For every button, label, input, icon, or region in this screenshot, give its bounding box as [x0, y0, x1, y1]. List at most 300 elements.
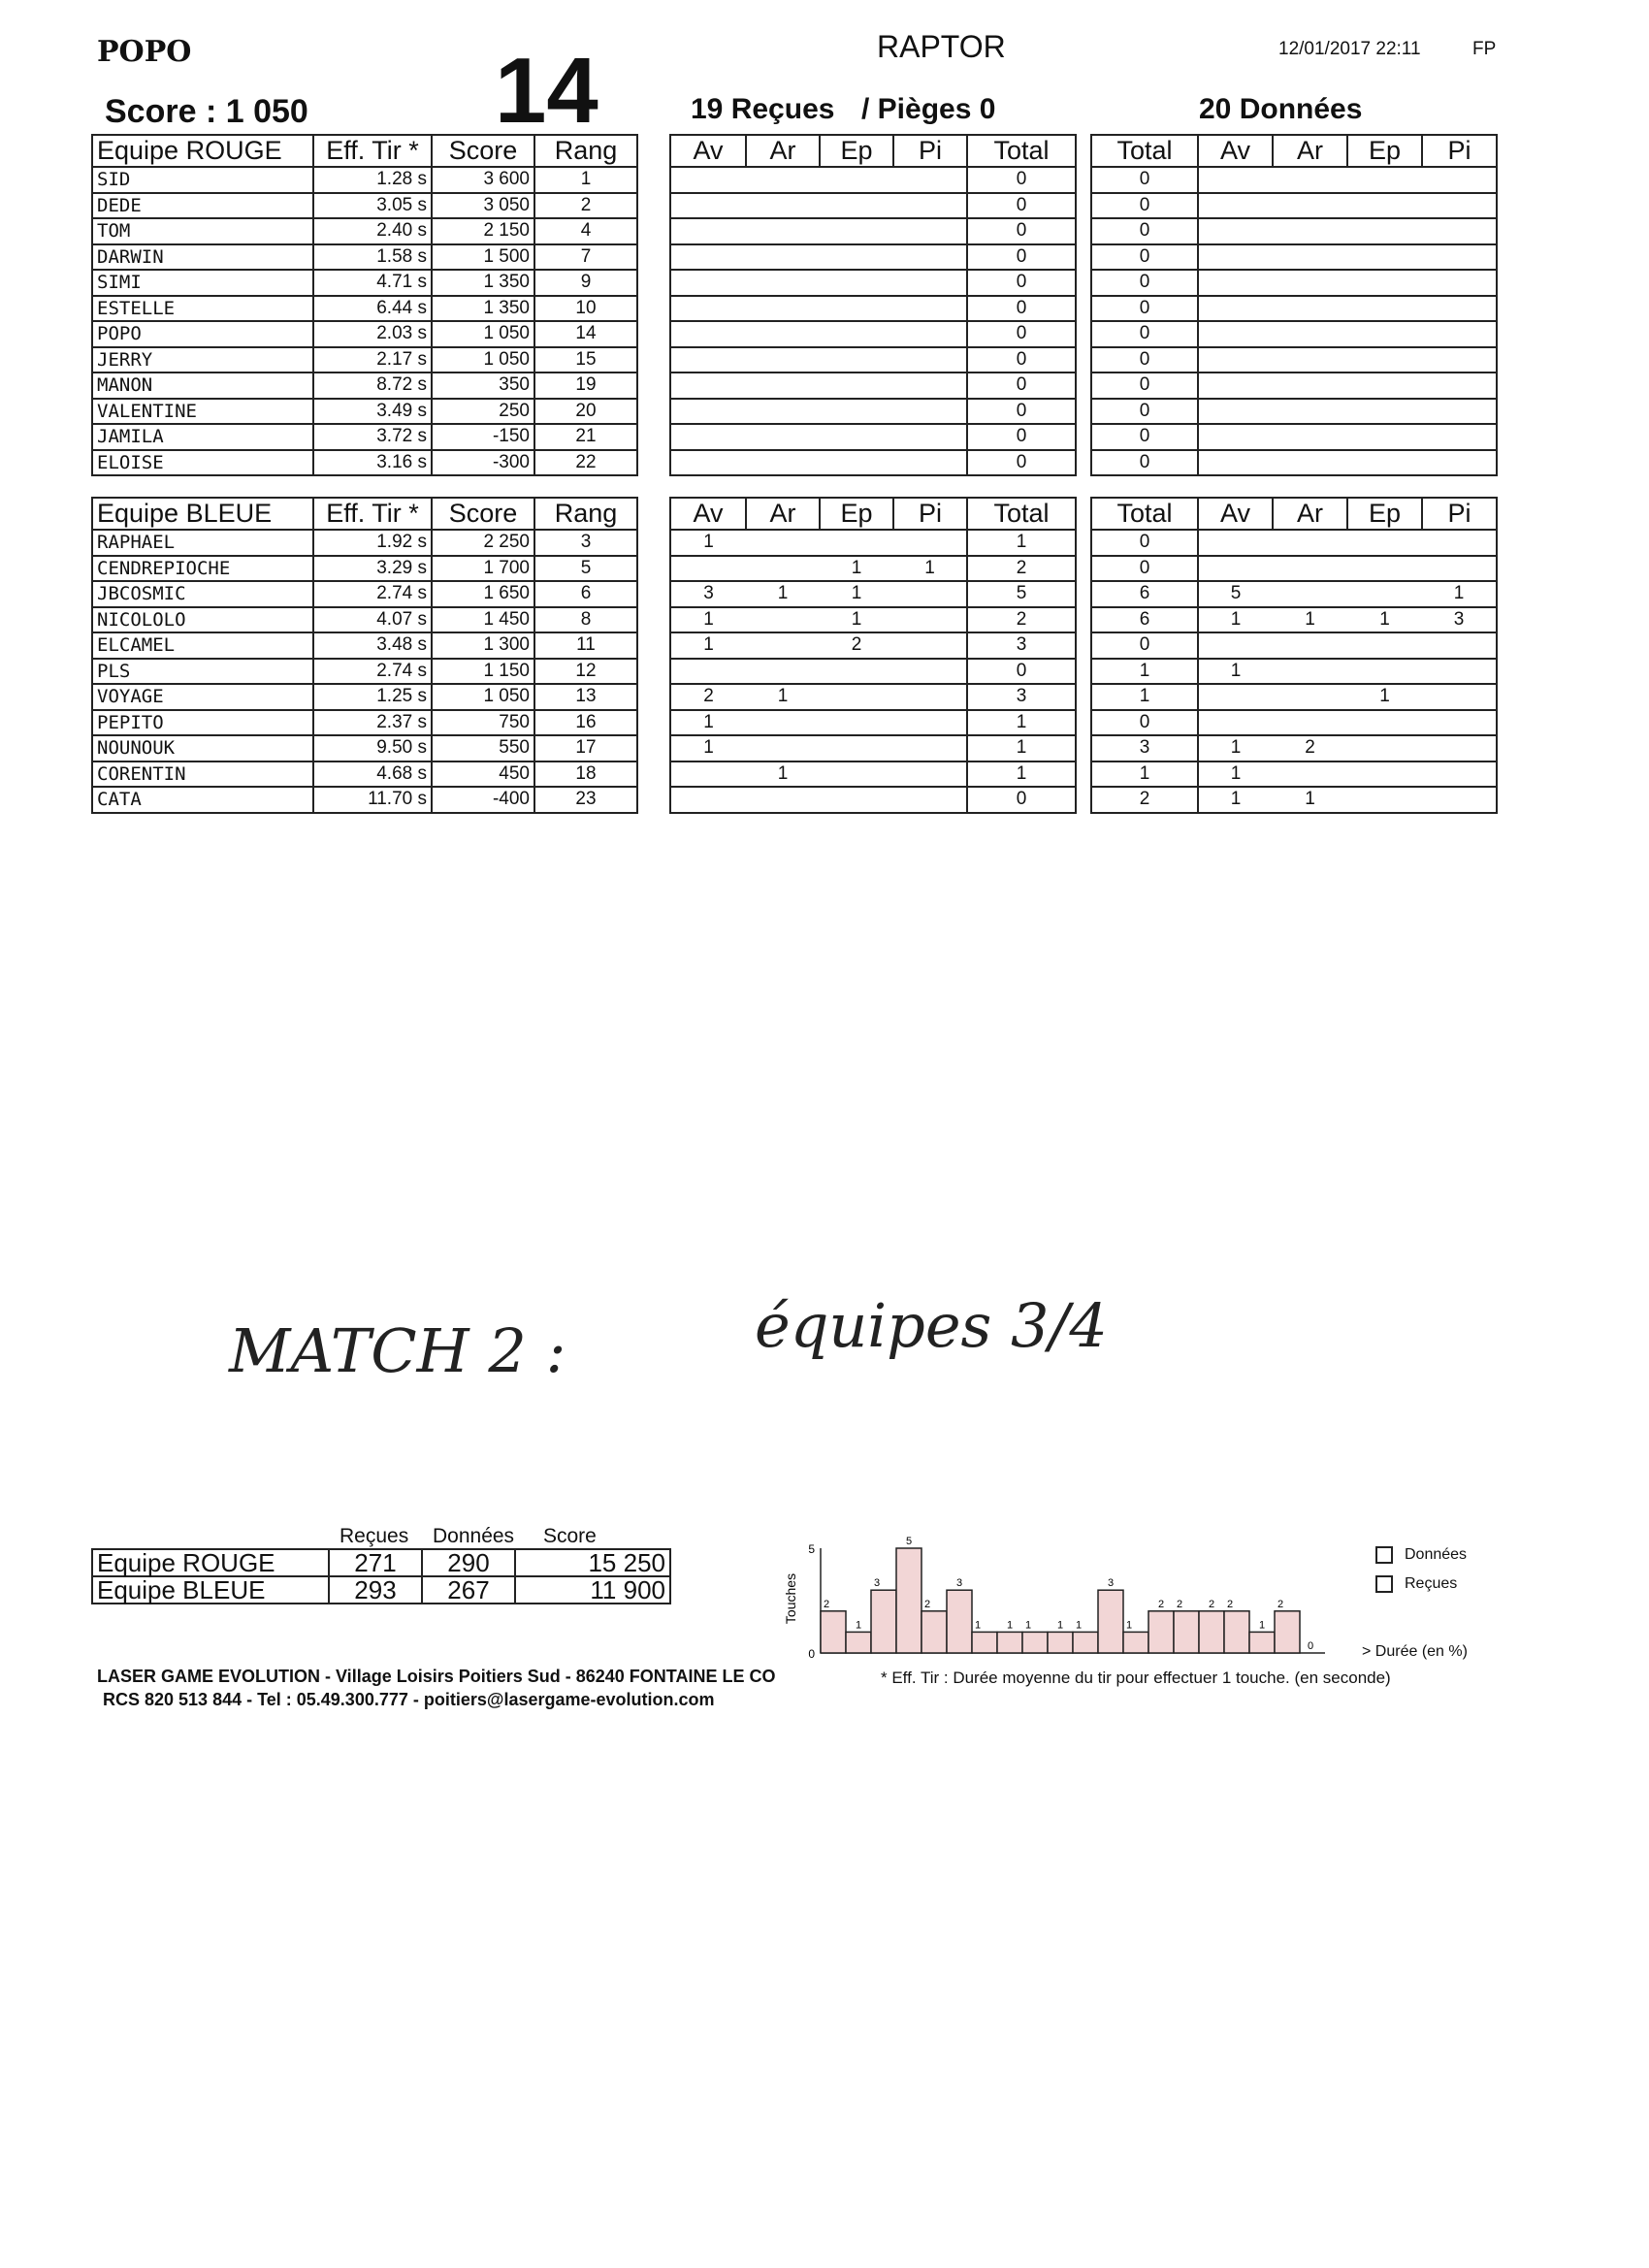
bar-value-label: 0: [1308, 1640, 1314, 1652]
given-ep-cell: [1347, 424, 1422, 450]
player-row: [1091, 270, 1497, 296]
histogram-bar: [1275, 1611, 1300, 1653]
histogram-bar: [1098, 1590, 1123, 1653]
y-tick-label: 5: [808, 1542, 815, 1556]
received-total-cell: 0: [967, 244, 1076, 271]
received-total-cell: 0: [967, 193, 1076, 219]
player-row: [92, 659, 637, 685]
score-cell: -400: [432, 787, 534, 813]
given-ep-cell: [1347, 556, 1422, 582]
given-ep-cell: [1347, 530, 1422, 556]
given-ar-cell: [1273, 347, 1347, 373]
given-ar-cell: [1273, 193, 1347, 219]
given-av-cell: [1198, 530, 1273, 556]
given-ar-cell: 1: [1273, 787, 1347, 813]
given-ar-cell: [1273, 581, 1347, 607]
received-total-cell: 1: [967, 710, 1076, 736]
received-av-cell: [670, 450, 746, 476]
bar-value-label: 1: [974, 1619, 982, 1632]
received-total-cell: 2: [967, 556, 1076, 582]
histogram-bar: [1022, 1632, 1048, 1653]
given-total-cell: 0: [1091, 710, 1198, 736]
bar-value-label: 2: [923, 1598, 931, 1610]
received-av-cell: 1: [670, 735, 746, 761]
bar-value-label: 2: [823, 1598, 830, 1610]
given-total-cell: 0: [1091, 347, 1198, 373]
summary-recues: 271: [329, 1549, 422, 1576]
received-av-cell: [670, 556, 746, 582]
received-av-cell: [670, 296, 746, 322]
blue-team-table: [91, 497, 638, 814]
ep-header: Ep: [1347, 135, 1422, 167]
player-row: [670, 321, 1076, 347]
bar-value-label: 1: [855, 1619, 862, 1632]
received-total-cell: 0: [967, 450, 1076, 476]
given-av-cell: [1198, 321, 1273, 347]
summary-donnees: 290: [422, 1549, 515, 1576]
received-pi-cell: [893, 787, 967, 813]
pi-header: Pi: [893, 135, 967, 167]
score-cell: 550: [432, 735, 534, 761]
player-row: [670, 450, 1076, 476]
player-row: [670, 684, 1076, 710]
blue-given-table: [1090, 497, 1498, 814]
player-row: [1091, 632, 1497, 659]
given-pi-cell: 1: [1422, 581, 1497, 607]
rang-header: Rang: [534, 135, 637, 167]
total-header: Total: [1091, 135, 1198, 167]
player-row: [1091, 735, 1497, 761]
given-av-cell: [1198, 556, 1273, 582]
bar-value-label: 1: [1056, 1619, 1064, 1632]
given-pi-cell: [1422, 321, 1497, 347]
score-cell: 1 450: [432, 607, 534, 633]
eff-cell: 3.48 s: [313, 632, 432, 659]
player-row: [1091, 296, 1497, 322]
eff-cell: 2.03 s: [313, 321, 432, 347]
received-ep-cell: [820, 296, 893, 322]
player-row: [670, 632, 1076, 659]
received-total-cell: 1: [967, 735, 1076, 761]
player-row: [1091, 607, 1497, 633]
eff-cell: 11.70 s: [313, 787, 432, 813]
given-total-cell: 0: [1091, 424, 1198, 450]
given-av-cell: 1: [1198, 761, 1273, 788]
given-ar-cell: [1273, 399, 1347, 425]
rang-cell: 11: [534, 632, 637, 659]
player-row: [670, 373, 1076, 399]
score-cell: 2 250: [432, 530, 534, 556]
histogram-bar: [896, 1548, 922, 1653]
bar-value-label: 1: [1125, 1619, 1133, 1632]
rang-header: Rang: [534, 498, 637, 530]
histogram-bar: [1073, 1632, 1098, 1653]
given-pi-cell: [1422, 244, 1497, 271]
eff-cell: 3.05 s: [313, 193, 432, 219]
player-row: [670, 581, 1076, 607]
score-cell: 1 500: [432, 244, 534, 271]
received-av-cell: 1: [670, 710, 746, 736]
received-pi-cell: [893, 710, 967, 736]
given-ep-cell: [1347, 244, 1422, 271]
ep-header: Ep: [820, 135, 893, 167]
received-av-cell: [670, 373, 746, 399]
player-name-cell: POPO: [92, 321, 313, 347]
received-av-cell: [670, 761, 746, 788]
histogram-bar: [1148, 1611, 1174, 1653]
eff-cell: 1.58 s: [313, 244, 432, 271]
player-row: [92, 581, 637, 607]
received-total-cell: 5: [967, 581, 1076, 607]
received-ar-cell: 1: [746, 761, 820, 788]
given-total-cell: 0: [1091, 321, 1198, 347]
player-row: [670, 167, 1076, 193]
received-pi-cell: [893, 270, 967, 296]
histogram-bar: [1224, 1611, 1249, 1653]
eff-cell: 3.72 s: [313, 424, 432, 450]
histogram-bar: [1199, 1611, 1224, 1653]
player-row: [1091, 710, 1497, 736]
player-row: [670, 347, 1076, 373]
player-name-cell: DEDE: [92, 193, 313, 219]
score-cell: 450: [432, 761, 534, 788]
received-ep-cell: [820, 735, 893, 761]
given-av-cell: [1198, 632, 1273, 659]
given-pi-cell: [1422, 710, 1497, 736]
player-name-cell: VOYAGE: [92, 684, 313, 710]
given-ar-cell: [1273, 373, 1347, 399]
rang-cell: 1: [534, 167, 637, 193]
footer-note: * Eff. Tir : Durée moyenne du tir pour effectuer 1 touche. (en seconde): [881, 1669, 1391, 1687]
total-header: Total: [1091, 498, 1198, 530]
received-ep-cell: 1: [820, 556, 893, 582]
received-ar-cell: [746, 218, 820, 244]
eff-cell: 3.49 s: [313, 399, 432, 425]
received-pi-cell: [893, 607, 967, 633]
rang-cell: 7: [534, 244, 637, 271]
player-row: [670, 296, 1076, 322]
given-total-cell: 0: [1091, 450, 1198, 476]
player-name-cell: SIMI: [92, 270, 313, 296]
player-row: [1091, 787, 1497, 813]
summary-row: [92, 1549, 670, 1576]
player-row: [1091, 321, 1497, 347]
player-name-cell: JERRY: [92, 347, 313, 373]
player-row: [92, 450, 637, 476]
player-name-cell: CORENTIN: [92, 761, 313, 788]
rang-cell: 4: [534, 218, 637, 244]
received-ar-cell: [746, 167, 820, 193]
received-ar-cell: [746, 530, 820, 556]
bar-value-label: 1: [1024, 1619, 1032, 1632]
summary-score: 11 900: [515, 1576, 670, 1604]
given-pi-cell: [1422, 787, 1497, 813]
given-ep-cell: [1347, 399, 1422, 425]
received-ep-cell: [820, 193, 893, 219]
rang-cell: 9: [534, 270, 637, 296]
received-av-cell: [670, 270, 746, 296]
datetime: 12/01/2017 22:11: [1278, 39, 1421, 59]
bar-value-label: 3: [1107, 1577, 1115, 1590]
score-cell: 3 050: [432, 193, 534, 219]
player-name-cell: ELOISE: [92, 450, 313, 476]
received-total-cell: 0: [967, 373, 1076, 399]
received-total-cell: 3: [967, 632, 1076, 659]
player-row: [1091, 244, 1497, 271]
ep-header: Ep: [1347, 498, 1422, 530]
player-row: [1091, 530, 1497, 556]
legend-donnees: [1375, 1546, 1467, 1564]
score-cell: 1 050: [432, 684, 534, 710]
received-ep-cell: [820, 244, 893, 271]
player-row: [92, 710, 637, 736]
eff-cell: 9.50 s: [313, 735, 432, 761]
received-total-cell: 0: [967, 270, 1076, 296]
given-pi-cell: [1422, 167, 1497, 193]
histogram-bar: [972, 1632, 997, 1653]
given-total-cell: 0: [1091, 373, 1198, 399]
received-av-cell: [670, 347, 746, 373]
score-cell: 3 600: [432, 167, 534, 193]
received-total-cell: 0: [967, 787, 1076, 813]
given-ep-cell: [1347, 321, 1422, 347]
bar-value-label: 2: [1277, 1598, 1284, 1610]
received-total-cell: 0: [967, 424, 1076, 450]
player-row: [1091, 399, 1497, 425]
received-pi-cell: [893, 347, 967, 373]
player-row: [92, 347, 637, 373]
given-ar-cell: 2: [1273, 735, 1347, 761]
player-row: [92, 218, 637, 244]
given-pi-cell: 3: [1422, 607, 1497, 633]
player-score: Score : 1 050: [105, 93, 308, 130]
given-total-cell: 6: [1091, 581, 1198, 607]
bar-value-label: 2: [1176, 1598, 1183, 1610]
rang-cell: 14: [534, 321, 637, 347]
received-ep-cell: [820, 399, 893, 425]
eff-cell: 3.29 s: [313, 556, 432, 582]
received-ep-cell: 2: [820, 632, 893, 659]
histogram-bar: [922, 1611, 947, 1653]
arena-name: RAPTOR: [877, 29, 1006, 64]
given-av-cell: [1198, 167, 1273, 193]
given-ar-cell: [1273, 710, 1347, 736]
rang-cell: 21: [534, 424, 637, 450]
given-pi-cell: [1422, 530, 1497, 556]
score-cell: -300: [432, 450, 534, 476]
player-name-cell: JBCOSMIC: [92, 581, 313, 607]
received-total-cell: 0: [967, 321, 1076, 347]
received-ep-cell: [820, 787, 893, 813]
given-pi-cell: [1422, 373, 1497, 399]
received-ep-cell: [820, 270, 893, 296]
rang-cell: 8: [534, 607, 637, 633]
given-pi-cell: [1422, 296, 1497, 322]
score-cell: 250: [432, 399, 534, 425]
handwritten-teams-label: équipes 3/4: [755, 1290, 1108, 1361]
eff-header: Eff. Tir *: [313, 135, 432, 167]
eff-cell: 1.25 s: [313, 684, 432, 710]
score-cell: 1 150: [432, 659, 534, 685]
player-row: [92, 556, 637, 582]
score-cell: 1 350: [432, 270, 534, 296]
received-ep-cell: [820, 347, 893, 373]
received-ar-cell: 1: [746, 581, 820, 607]
score-cell: 2 150: [432, 218, 534, 244]
given-ep-cell: [1347, 632, 1422, 659]
received-ep-cell: [820, 373, 893, 399]
received-ep-cell: [820, 167, 893, 193]
received-pi-cell: [893, 218, 967, 244]
given-total-cell: 0: [1091, 632, 1198, 659]
player-name-cell: SID: [92, 167, 313, 193]
player-row: [1091, 347, 1497, 373]
av-header: Av: [670, 498, 746, 530]
player-row: [92, 244, 637, 271]
given-av-cell: [1198, 373, 1273, 399]
score-cell: -150: [432, 424, 534, 450]
received-ar-cell: [746, 710, 820, 736]
histogram-bar: [1174, 1611, 1199, 1653]
received-av-cell: [670, 218, 746, 244]
given-ep-cell: [1347, 710, 1422, 736]
player-row: [670, 244, 1076, 271]
score-cell: 1 650: [432, 581, 534, 607]
player-name-cell: ELCAMEL: [92, 632, 313, 659]
player-name-cell: NICOLOLO: [92, 607, 313, 633]
given-total-cell: 0: [1091, 270, 1198, 296]
received-pi-cell: [893, 373, 967, 399]
av-header: Av: [670, 135, 746, 167]
given-pi-cell: [1422, 270, 1497, 296]
player-row: [1091, 556, 1497, 582]
received-ep-cell: 1: [820, 607, 893, 633]
given-ar-cell: [1273, 218, 1347, 244]
given-av-cell: [1198, 684, 1273, 710]
given-total-cell: 0: [1091, 218, 1198, 244]
pi-header: Pi: [1422, 135, 1497, 167]
received-ar-cell: [746, 244, 820, 271]
player-row: [92, 373, 637, 399]
received-ep-cell: [820, 659, 893, 685]
player-row: [1091, 373, 1497, 399]
player-row: [92, 607, 637, 633]
player-name-cell: PEPITO: [92, 710, 313, 736]
given-ar-cell: [1273, 167, 1347, 193]
received-ep-cell: [820, 530, 893, 556]
received-pi-cell: [893, 399, 967, 425]
av-header: Av: [1198, 135, 1273, 167]
received-pi-cell: [893, 581, 967, 607]
eff-cell: 2.40 s: [313, 218, 432, 244]
given-ep-cell: [1347, 735, 1422, 761]
received-pi-cell: 1: [893, 556, 967, 582]
given-ep-cell: [1347, 193, 1422, 219]
traps-count: / Pièges 0: [861, 93, 996, 125]
summary-score: 15 250: [515, 1549, 670, 1576]
given-av-cell: 1: [1198, 659, 1273, 685]
received-ar-cell: [746, 321, 820, 347]
av-header: Av: [1198, 498, 1273, 530]
given-ep-cell: [1347, 270, 1422, 296]
bar-value-label: 2: [1157, 1598, 1165, 1610]
legend-recues-label: Reçues: [1405, 1575, 1458, 1593]
score-cell: 1 300: [432, 632, 534, 659]
rang-cell: 23: [534, 787, 637, 813]
player-name-cell: ESTELLE: [92, 296, 313, 322]
received-ar-cell: [746, 270, 820, 296]
eff-cell: 8.72 s: [313, 373, 432, 399]
player-name-cell: NOUNOUK: [92, 735, 313, 761]
eff-cell: 4.71 s: [313, 270, 432, 296]
received-ar-cell: [746, 193, 820, 219]
histogram-bar: [846, 1632, 871, 1653]
received-total-cell: 0: [967, 399, 1076, 425]
given-pi-cell: [1422, 193, 1497, 219]
player-name-cell: RAPHAEL: [92, 530, 313, 556]
bar-value-label: 3: [955, 1577, 963, 1590]
ar-header: Ar: [746, 498, 820, 530]
received-ar-cell: [746, 787, 820, 813]
received-ep-cell: [820, 424, 893, 450]
given-ar-cell: [1273, 761, 1347, 788]
player-row: [670, 761, 1076, 788]
eff-cell: 2.37 s: [313, 710, 432, 736]
received-av-cell: [670, 424, 746, 450]
player-row: [670, 218, 1076, 244]
given-total-cell: 0: [1091, 193, 1198, 219]
rang-cell: 12: [534, 659, 637, 685]
received-pi-cell: [893, 761, 967, 788]
given-total-cell: 0: [1091, 556, 1198, 582]
received-ep-cell: [820, 321, 893, 347]
summary-table: [91, 1548, 671, 1604]
received-total-cell: 0: [967, 347, 1076, 373]
bar-value-label: 3: [873, 1577, 881, 1590]
received-ar-cell: [746, 607, 820, 633]
received-total-cell: 0: [967, 218, 1076, 244]
summary-header-donnees: Données: [433, 1525, 515, 1547]
given-av-cell: [1198, 244, 1273, 271]
received-pi-cell: [893, 659, 967, 685]
given-ep-cell: [1347, 450, 1422, 476]
ar-header: Ar: [1273, 498, 1347, 530]
given-pi-cell: [1422, 424, 1497, 450]
given-total-cell: 3: [1091, 735, 1198, 761]
received-ar-cell: [746, 450, 820, 476]
given-ar-cell: [1273, 530, 1347, 556]
bar-value-label: 1: [1006, 1619, 1014, 1632]
given-pi-cell: [1422, 735, 1497, 761]
received-av-cell: 1: [670, 530, 746, 556]
given-ep-cell: [1347, 581, 1422, 607]
given-ar-cell: [1273, 424, 1347, 450]
player-row: [92, 296, 637, 322]
player-row: [670, 735, 1076, 761]
ar-header: Ar: [746, 135, 820, 167]
rang-cell: 2: [534, 193, 637, 219]
summary-row: [92, 1576, 670, 1604]
eff-cell: 4.68 s: [313, 761, 432, 788]
bar-value-label: 2: [1208, 1598, 1215, 1610]
received-ar-cell: 1: [746, 684, 820, 710]
received-ar-cell: [746, 399, 820, 425]
rang-cell: 10: [534, 296, 637, 322]
summary-recues: 293: [329, 1576, 422, 1604]
given-ar-cell: [1273, 659, 1347, 685]
player-row: [670, 193, 1076, 219]
received-pi-cell: [893, 735, 967, 761]
